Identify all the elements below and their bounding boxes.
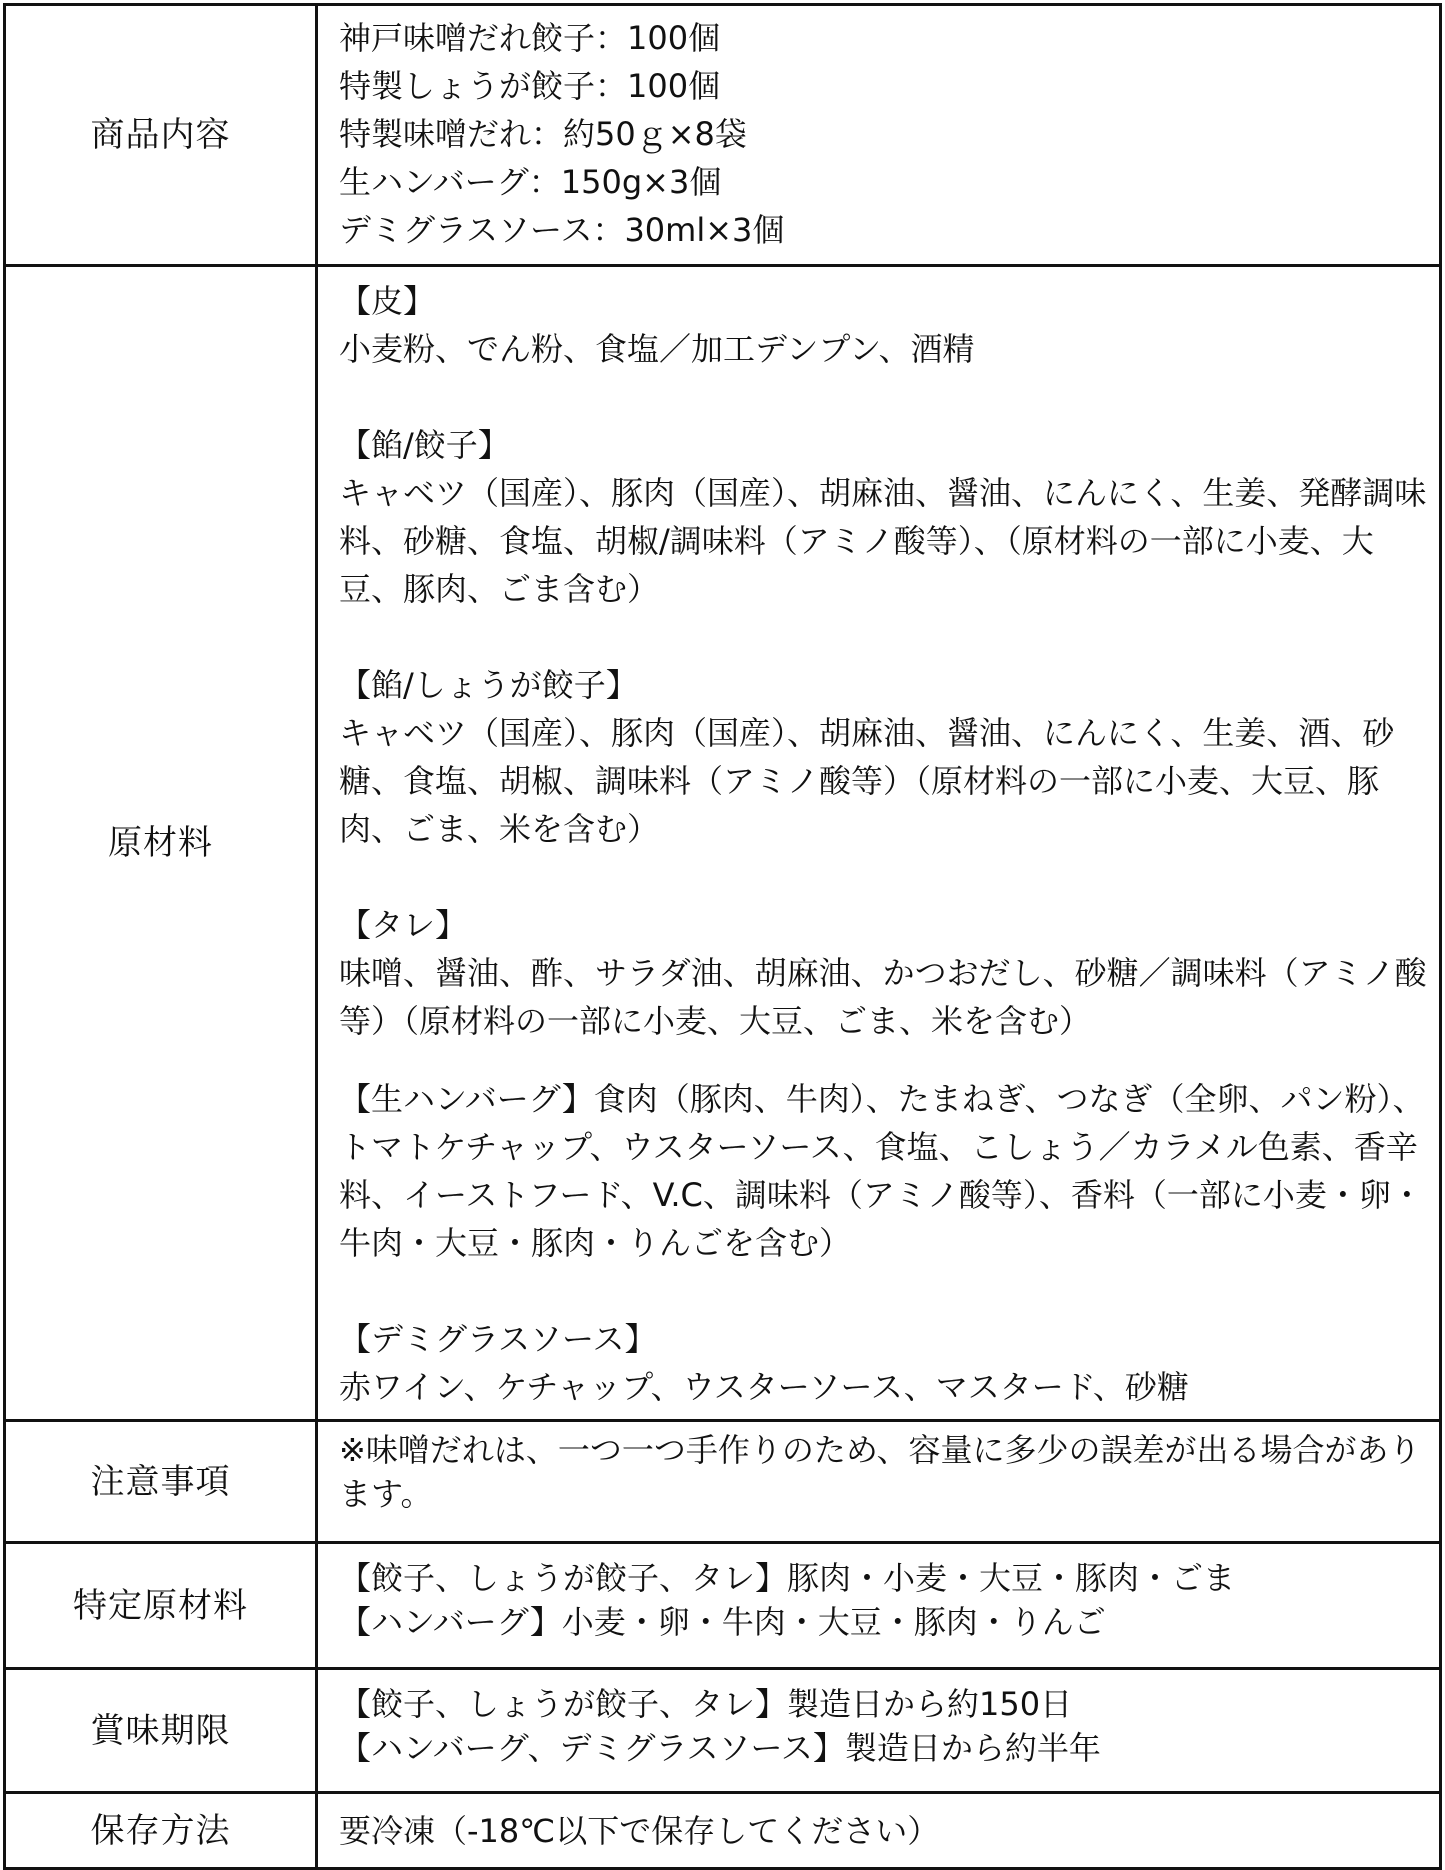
row-allergens — [5, 1543, 1441, 1669]
ingredients-demi-heading: 【デミグラスソース】 — [339, 1320, 657, 1358]
value-allergens — [317, 1543, 1441, 1669]
ingredients-ginger-text: キャベツ（国産）、豚肉（国産）、胡麻油、醤油、にんにく、生姜、酒、砂糖、食塩、胡椒、調味料（アミノ酸等）（原材料の一部に小麦、大豆、豚肉、ごま、米を含む） — [339, 714, 1395, 848]
ingredients-skin-heading: 【皮】 — [339, 282, 436, 320]
value-contents — [317, 5, 1441, 266]
ingredients-skin-text: 小麦粉、でん粉、食塩／加工デンプン、酒精 — [339, 330, 975, 368]
ingredients-sauce-heading: 【タレ】 — [339, 906, 468, 944]
contents-line: 特製味噌だれ：約50ｇ×8袋 — [339, 115, 747, 153]
value-ingredients — [317, 266, 1441, 1421]
label-caution: 注意事項 — [5, 1421, 317, 1543]
shelf-life-line: 【餃子、しょうが餃子、タレ】製造日から約150日 — [339, 1685, 1073, 1723]
label-contents: 商品内容 — [5, 5, 317, 266]
label-shelf-life: 賞味期限 — [5, 1669, 317, 1793]
ingredients-sauce-text: 味噌、醤油、酢、サラダ油、胡麻油、かつおだし、砂糖／調味料（アミノ酸等）（原材料の一部に小麦、大豆、ごま、米を含む） — [339, 954, 1427, 1040]
ingredients-hamburg-text: 【生ハンバーグ】食肉（豚肉、牛肉）、たまねぎ、つなぎ（全卵、パン粉）、トマトケチャップ、ウスターソース、食塩、こしょう／カラメル色素、香辛料、イーストフード、V.C、調味料（アミノ酸等）、香料（一部に小麦・卵・牛肉・大豆・豚肉・りんごを含む） — [339, 1080, 1425, 1262]
row-shelf-life — [5, 1669, 1441, 1793]
shelf-life-line: 【ハンバーグ、デミグラスソース】製造日から約半年 — [339, 1729, 1101, 1767]
allergens-line: 【餃子、しょうが餃子、タレ】豚肉・小麦・大豆・豚肉・ごま — [339, 1559, 1236, 1597]
label-ingredients: 原材料 — [5, 266, 317, 1421]
value-shelf-life — [317, 1669, 1441, 1793]
product-info-table — [3, 3, 1442, 1870]
ingredients-gyoza-text: キャベツ（国産）、豚肉（国産）、胡麻油、醤油、にんにく、生姜、発酵調味料、砂糖、食塩、胡椒/調味料（アミノ酸等）、（原材料の一部に小麦、大豆、豚肉、ごま含む） — [339, 474, 1427, 608]
ingredients-ginger-heading: 【餡/しょうが餃子】 — [339, 666, 638, 704]
row-caution — [5, 1421, 1441, 1543]
value-storage — [317, 1793, 1441, 1869]
label-storage: 保存方法 — [5, 1793, 317, 1869]
allergens-line: 【ハンバーグ】小麦・卵・牛肉・大豆・豚肉・りんご — [339, 1603, 1106, 1641]
caution-text: ※味噌だれは、一つ一つ手作りのため、容量に多少の誤差が出る場合があります。 — [339, 1431, 1421, 1513]
contents-line: デミグラスソース：30ml×3個 — [339, 211, 785, 249]
storage-text: 要冷凍（-18℃以下で保存してください） — [339, 1811, 940, 1850]
contents-line: 神戸味噌だれ餃子：100個 — [339, 19, 721, 57]
row-storage — [5, 1793, 1441, 1869]
ingredients-demi-text: 赤ワイン、ケチャップ、ウスターソース、マスタード、砂糖 — [339, 1368, 1189, 1406]
ingredients-gyoza-heading: 【餡/餃子】 — [339, 426, 510, 464]
value-caution — [317, 1421, 1441, 1543]
contents-line: 特製しょうが餃子：100個 — [339, 67, 721, 105]
contents-line: 生ハンバーグ：150g×3個 — [339, 163, 722, 201]
row-ingredients — [5, 266, 1441, 1421]
row-contents — [5, 5, 1441, 266]
label-allergens: 特定原材料 — [5, 1543, 317, 1669]
